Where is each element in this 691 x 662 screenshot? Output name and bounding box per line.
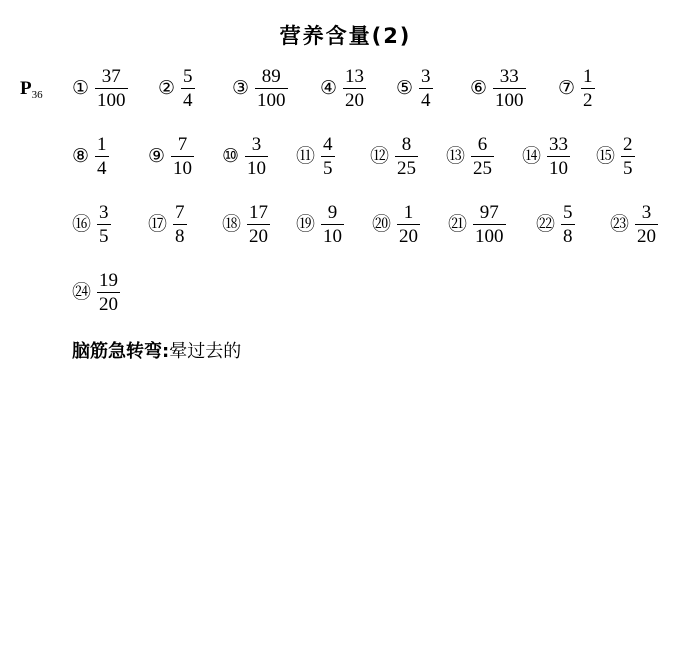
numerator: 3 bbox=[421, 65, 431, 87]
answer-number: ⑭ bbox=[522, 144, 542, 167]
answer-item bbox=[148, 130, 194, 182]
numerator: 2 bbox=[623, 133, 633, 155]
fraction bbox=[255, 67, 288, 110]
numerator: 33 bbox=[499, 65, 519, 87]
answer-number: ④ bbox=[320, 76, 338, 99]
answer-number: ㉑ bbox=[448, 212, 468, 235]
answer-item bbox=[558, 62, 595, 114]
denominator: 20 bbox=[249, 225, 269, 247]
denominator: 20 bbox=[345, 89, 365, 111]
fraction bbox=[321, 135, 335, 178]
denominator: 10 bbox=[173, 157, 193, 179]
answer-number: ② bbox=[158, 76, 176, 99]
numerator: 7 bbox=[177, 133, 188, 155]
denominator: 10 bbox=[247, 157, 267, 179]
answer-item bbox=[446, 130, 494, 182]
answer-item bbox=[320, 62, 366, 114]
answer-number: ⑪ bbox=[296, 144, 316, 167]
answer-number: ① bbox=[72, 76, 90, 99]
answer-item bbox=[596, 130, 635, 182]
fraction bbox=[343, 67, 366, 110]
answer-item bbox=[72, 62, 128, 114]
numerator: 1 bbox=[583, 65, 593, 87]
fraction bbox=[395, 135, 418, 178]
answer-number: ⑥ bbox=[470, 76, 488, 99]
brain-teaser-answer: 晕过去的 bbox=[169, 341, 242, 362]
answer-number: ⑬ bbox=[446, 144, 466, 167]
answer-item bbox=[232, 62, 288, 114]
numerator: 1 bbox=[403, 201, 414, 223]
answer-item bbox=[72, 266, 120, 318]
numerator: 9 bbox=[327, 201, 338, 223]
answer-item bbox=[536, 198, 575, 250]
numerator: 37 bbox=[101, 65, 121, 87]
denominator: 4 bbox=[97, 157, 107, 179]
denominator: 100 bbox=[475, 225, 504, 247]
answer-number: ⑩ bbox=[222, 144, 240, 167]
denominator: 20 bbox=[399, 225, 419, 247]
numerator: 5 bbox=[563, 201, 573, 223]
answer-item bbox=[72, 130, 109, 182]
answer-item bbox=[370, 130, 418, 182]
fraction bbox=[635, 203, 658, 246]
fraction bbox=[321, 203, 344, 246]
fraction bbox=[97, 203, 111, 246]
answer-item bbox=[470, 62, 526, 114]
answer-number: ③ bbox=[232, 76, 250, 99]
numerator: 89 bbox=[261, 65, 281, 87]
answer-number: ⑤ bbox=[396, 76, 414, 99]
numerator: 7 bbox=[175, 201, 185, 223]
fraction bbox=[173, 203, 187, 246]
fraction bbox=[95, 135, 109, 178]
answer-number: ㉔ bbox=[72, 280, 92, 303]
numerator: 97 bbox=[479, 201, 499, 223]
answer-item bbox=[296, 130, 335, 182]
fraction bbox=[97, 271, 120, 314]
numerator: 5 bbox=[183, 65, 193, 87]
fraction bbox=[171, 135, 194, 178]
answer-item bbox=[396, 62, 433, 114]
numerator: 8 bbox=[401, 133, 412, 155]
fraction bbox=[493, 67, 526, 110]
brain-teaser bbox=[72, 337, 241, 363]
answer-item bbox=[222, 198, 270, 250]
brain-teaser-label: 脑筋急转弯 bbox=[72, 341, 162, 362]
denominator: 10 bbox=[323, 225, 343, 247]
denominator: 10 bbox=[549, 157, 569, 179]
denominator: 2 bbox=[583, 89, 593, 111]
denominator: 5 bbox=[623, 157, 633, 179]
fraction bbox=[95, 67, 128, 110]
numerator: 3 bbox=[251, 133, 262, 155]
answer-number: ㉒ bbox=[536, 212, 556, 235]
denominator: 4 bbox=[183, 89, 193, 111]
answer-number: ⑮ bbox=[596, 144, 616, 167]
fraction bbox=[419, 67, 433, 110]
numerator: 4 bbox=[323, 133, 333, 155]
page-number-value: 36 bbox=[31, 89, 43, 101]
numerator: 1 bbox=[97, 133, 107, 155]
answer-number: ⑲ bbox=[296, 212, 316, 235]
answer-item bbox=[72, 198, 111, 250]
numerator: 3 bbox=[99, 201, 109, 223]
answer-number: ⑧ bbox=[72, 144, 90, 167]
answer-item bbox=[448, 198, 506, 250]
denominator: 20 bbox=[99, 293, 119, 315]
answer-number: ⑨ bbox=[148, 144, 166, 167]
page-number bbox=[20, 78, 43, 101]
fraction bbox=[561, 203, 575, 246]
answer-item bbox=[372, 198, 420, 250]
numerator: 33 bbox=[549, 133, 569, 155]
fraction bbox=[245, 135, 268, 178]
fraction bbox=[181, 67, 195, 110]
fraction bbox=[397, 203, 420, 246]
answer-number: ⑱ bbox=[222, 212, 242, 235]
denominator: 5 bbox=[99, 225, 109, 247]
answer-item bbox=[296, 198, 344, 250]
answer-number: ⑫ bbox=[370, 144, 390, 167]
denominator: 8 bbox=[563, 225, 573, 247]
fraction bbox=[621, 135, 635, 178]
answer-item bbox=[222, 130, 268, 182]
fraction bbox=[547, 135, 570, 178]
fraction bbox=[581, 67, 595, 110]
numerator: 3 bbox=[641, 201, 652, 223]
denominator: 25 bbox=[473, 157, 493, 179]
fraction bbox=[473, 203, 506, 246]
denominator: 100 bbox=[257, 89, 286, 111]
denominator: 20 bbox=[637, 225, 657, 247]
numerator: 13 bbox=[345, 65, 365, 87]
denominator: 100 bbox=[97, 89, 126, 111]
denominator: 4 bbox=[421, 89, 431, 111]
denominator: 5 bbox=[323, 157, 333, 179]
numerator: 17 bbox=[249, 201, 269, 223]
denominator: 8 bbox=[175, 225, 185, 247]
answer-item bbox=[522, 130, 570, 182]
answer-number: ⑰ bbox=[148, 212, 168, 235]
page-prefix: P bbox=[20, 78, 32, 99]
denominator: 100 bbox=[495, 89, 524, 111]
fraction bbox=[471, 135, 494, 178]
answer-item bbox=[610, 198, 658, 250]
answer-item bbox=[158, 62, 195, 114]
answer-number: ㉓ bbox=[610, 212, 630, 235]
fraction bbox=[247, 203, 270, 246]
answer-number: ⑯ bbox=[72, 212, 92, 235]
brain-teaser-separator: : bbox=[162, 341, 170, 362]
answer-item bbox=[148, 198, 187, 250]
denominator: 25 bbox=[397, 157, 417, 179]
answer-number: ⑦ bbox=[558, 76, 576, 99]
numerator: 6 bbox=[477, 133, 488, 155]
answer-number: ⑳ bbox=[372, 212, 392, 235]
page-title: 营养含量(2) bbox=[279, 24, 412, 48]
numerator: 19 bbox=[99, 269, 119, 291]
